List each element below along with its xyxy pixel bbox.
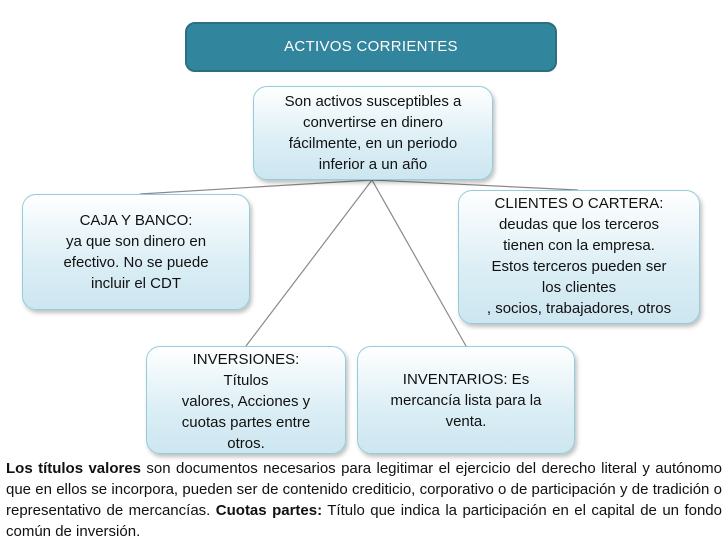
title-node — [185, 22, 557, 72]
caja-banco-text: CAJA Y BANCO: ya que son dinero en efectivo. No se puede incluir el CDT — [63, 212, 209, 292]
inversiones-node — [146, 346, 346, 454]
inversiones-text: INVERSIONES: Títulos valores, Acciones y cuotas partes entre otros. — [181, 351, 311, 452]
connector-inventarios — [372, 180, 466, 346]
connector-clientes — [372, 180, 578, 190]
footer-text-cuotas: Título que indica la participación en el capital de un fondo común de inversión. — [6, 502, 722, 540]
title-text: ACTIVOS CORRIENTES — [284, 38, 458, 55]
definition-text: Son activos susceptibles a convertirse en dinero fácilmente, en un periodo inferior a un año — [284, 93, 462, 173]
connector-inversiones — [246, 180, 372, 346]
footer-text-titulos: son documentos necesarios para legitimar el ejercicio del derecho literal y autónomo que en ellos se incorpora, pueden ser de contenido crediticio, corporativo o de participación y de tradición o representativo de mercancías. — [6, 460, 722, 519]
clientes-cartera-node — [458, 190, 700, 324]
connector-caja — [140, 180, 372, 194]
footer-term-cuotas: Cuotas partes: — [215, 502, 323, 519]
caja-banco-node — [22, 194, 250, 310]
footer-note — [6, 458, 722, 542]
inventarios-text: INVENTARIOS: Es mercancía lista para la venta. — [390, 370, 542, 430]
clientes-cartera-text: CLIENTES O CARTERA: deudas que los terceros tienen con la empresa. Estos terceros pueden ser los clientes , socios, trabajadores, otros — [486, 195, 672, 317]
inventarios-node — [357, 346, 575, 454]
footer-term-titulos: Los títulos valores — [6, 460, 142, 477]
definition-node — [253, 86, 493, 180]
